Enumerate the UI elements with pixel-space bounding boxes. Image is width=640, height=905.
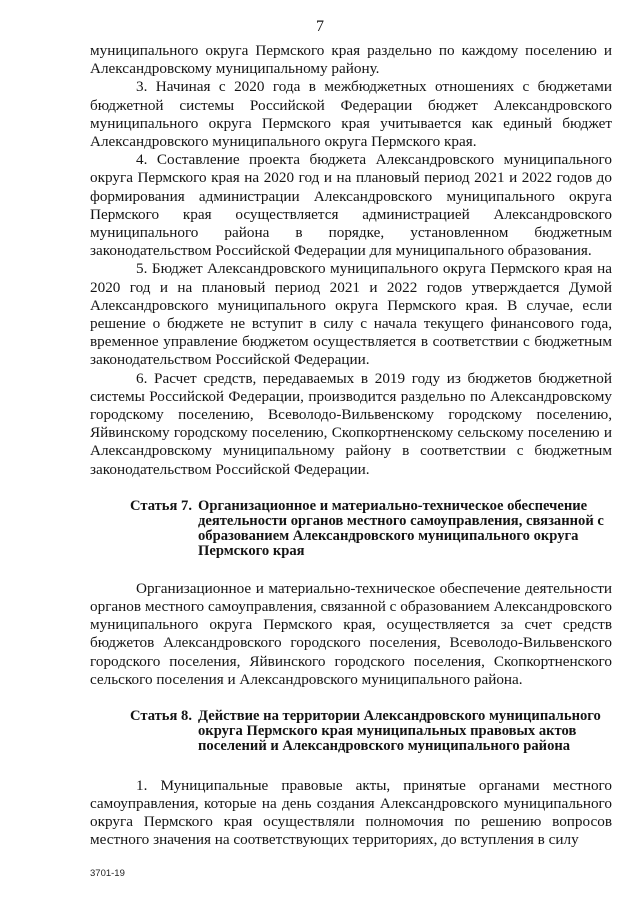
article-7-heading [130,499,608,560]
article-8-paragraph-1: 1. Муниципальные правовые акты, принятые органами местного самоуправления, которые на день создания Александровского муниципального округа Пермского края осуществляли полномочия по решению вопросов местного значения на соответствующих территориях, до вступления в силу [90,776,612,849]
article-7-title: Организационное и материально-техническое обеспечение деятельности органов местного самоуправления, связанной с образованием Александровского муниципального округа Пермского края [198,497,604,560]
document-code: 3701-19 [90,868,125,879]
paragraph-item-5: 5. Бюджет Александровского муниципального округа Пермского края на 2020 год и на плановый период 2021 и 2022 годов утверждается Думой Александровского муниципального округа Пермского края. В случае, если решение о бюджете не вступит в силу с начала текущего финансового года, временное управление бюджетом осуществляется в соответствии с бюджетным законодательством Российской Федерации. [90,260,612,369]
page-number: 7 [316,18,324,35]
article-7-paragraph: Организационное и материально-техническое обеспечение деятельности органов местного самоуправления, связанной с образованием Александровского муниципального округа Пермского края, осуществляется за счет средств бюджетов Александровского городского поселения, Всеволодо-Вильвенского городского поселения, Яйвинского городского поселения, Скопкортненского сельского поселения и Александровского муниципального района. [90,579,612,688]
article-8-heading [130,709,608,755]
paragraph-item-3: 3. Начиная с 2020 года в межбюджетных отношениях с бюджетами бюджетной системы Российской Федерации бюджет Александровского муниципального округа Пермского края учитывается как единый бюджет Александровского муниципального округа Пермского края. [90,78,612,151]
paragraph-item-6: 6. Расчет средств, передаваемых в 2019 году из бюджетов бюджетной системы Российской Федерации, производится раздельно по Александровскому городскому поселению, Всеволодо-Вильвенскому городскому поселению, Яйвинскому городскому поселению, Скопкортненскому сельскому поселению и Александровскому муниципальному району в соответствии с бюджетным законодательством Российской Федерации. [90,369,612,478]
paragraph-continuation: муниципального округа Пермского края раздельно по каждому поселению и Александровскому муниципальному району. [90,42,612,78]
article-7-number: Статья 7. [130,497,192,514]
paragraph-item-4: 4. Составление проекта бюджета Александровского муниципального округа Пермского края на 2020 год и на плановый период 2021 и 2022 годов до формирования администрации Александровского муниципального округа Пермского края осуществляется администрацией Александровского муниципального района в порядке, установленном бюджетным законодательством Российской Федерации для муниципального образования. [90,151,612,260]
article-8-number: Статья 8. [130,707,192,724]
document-body [90,42,612,849]
article-8-title: Действие на территории Александровского муниципального округа Пермского края муниципальных правовых актов поселений и Александровского муниципального района [198,707,601,755]
